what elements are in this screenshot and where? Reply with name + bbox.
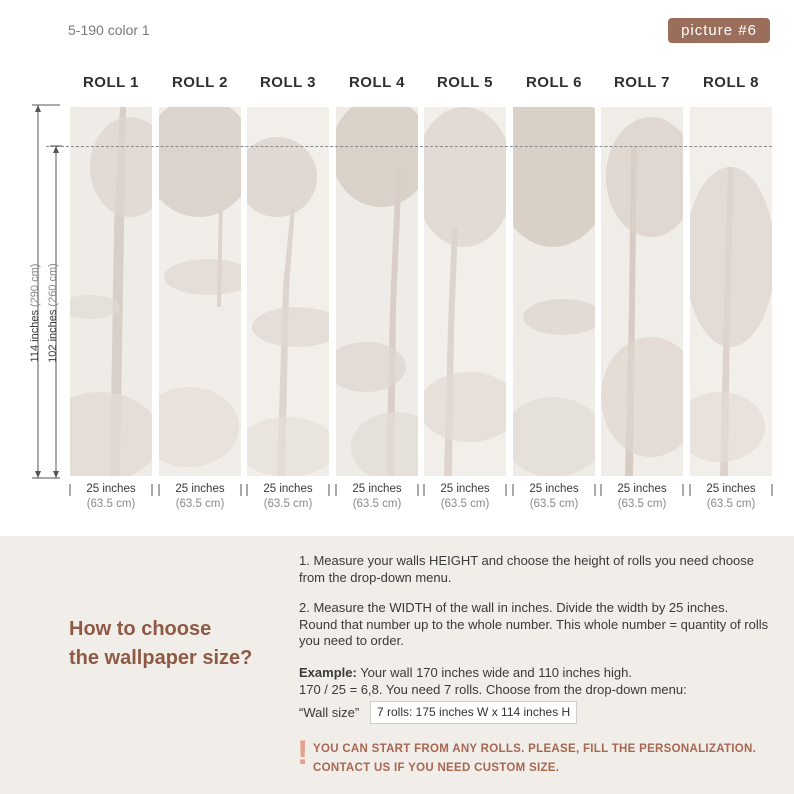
- roll-label: ROLL 1: [82, 74, 140, 91]
- roll-width-inches: 25 inches: [263, 483, 313, 495]
- picture-badge: picture #6: [668, 18, 770, 43]
- roll-width-label: [601, 482, 683, 512]
- warning-line1: YOU CAN START FROM ANY ROLLS. PLEASE, FILL THE PERSONALIZATION.: [313, 743, 757, 755]
- roll-width-inches: 25 inches: [86, 483, 136, 495]
- guide-title-line2: the wallpaper size?: [69, 647, 253, 669]
- roll-label: ROLL 7: [613, 74, 671, 91]
- roll-width-cm: (63.5 cm): [440, 498, 490, 510]
- inner-height-cm: (260 cm): [47, 263, 59, 307]
- outer-height-inches: 114 inches: [29, 310, 41, 363]
- wall-size-dropdown[interactable]: 7 rolls: 175 inches W x 114 inches H: [370, 701, 577, 724]
- outer-height-label: [29, 248, 41, 378]
- roll-width-cm: (63.5 cm): [86, 498, 136, 510]
- roll-width-inches: 25 inches: [617, 483, 667, 495]
- roll-width-label: [690, 482, 772, 512]
- roll-label: ROLL 5: [436, 74, 494, 91]
- roll-label: ROLL 3: [259, 74, 317, 91]
- step-measure-height: 1. Measure your walls HEIGHT and choose the height of rolls you need choose from the drop-down menu.: [299, 553, 755, 585]
- roll-width-inches: 25 inches: [440, 483, 490, 495]
- warning-icon: !: [297, 734, 309, 772]
- example-label: Example:: [299, 665, 357, 680]
- step-measure-width: 2. Measure the WIDTH of the wall in inches. Divide the width by 25 inches. Round that number up to the whole number. This whole number = quantity of rolls you need to order.: [299, 600, 769, 648]
- roll-label: ROLL 2: [171, 74, 229, 91]
- roll-width-label: [513, 482, 595, 512]
- roll-width-cm: (63.5 cm): [175, 498, 225, 510]
- roll-width-cm: (63.5 cm): [706, 498, 756, 510]
- product-code: 5-190 color 1: [68, 22, 150, 38]
- roll-width-label: [424, 482, 506, 512]
- roll-label: ROLL 4: [348, 74, 406, 91]
- roll-width-inches: 25 inches: [529, 483, 579, 495]
- roll-width-label: [336, 482, 418, 512]
- inner-height-label: [47, 248, 59, 378]
- roll-width-label: [70, 482, 152, 512]
- roll-width-label: [247, 482, 329, 512]
- roll-width-inches: 25 inches: [706, 483, 756, 495]
- roll-width-cm: (63.5 cm): [352, 498, 402, 510]
- warning-line2: CONTACT US IF YOU NEED CUSTOM SIZE.: [313, 762, 560, 774]
- outer-height-cm: (290 cm): [29, 263, 41, 307]
- roll-width-inches: 25 inches: [352, 483, 402, 495]
- roll-width-cm: (63.5 cm): [617, 498, 667, 510]
- roll-label: ROLL 8: [702, 74, 760, 91]
- roll-width-cm: (63.5 cm): [529, 498, 579, 510]
- warning-text: [313, 740, 783, 778]
- example-line1: Your wall 170 inches wide and 110 inches high.: [356, 665, 632, 680]
- roll-label: ROLL 6: [525, 74, 583, 91]
- roll-width-label: [159, 482, 241, 512]
- example-line2: 170 / 25 = 6,8. You need 7 rolls. Choose from the drop-down menu:: [299, 681, 687, 697]
- roll-width-inches: 25 inches: [175, 483, 225, 495]
- example-text: [299, 665, 769, 698]
- roll-width-cm: (63.5 cm): [263, 498, 313, 510]
- guide-title: [69, 615, 289, 673]
- wall-size-label: “Wall size”: [299, 705, 360, 720]
- inner-height-inches: 102 inches: [47, 309, 59, 363]
- guide-title-line1: How to choose: [69, 618, 212, 640]
